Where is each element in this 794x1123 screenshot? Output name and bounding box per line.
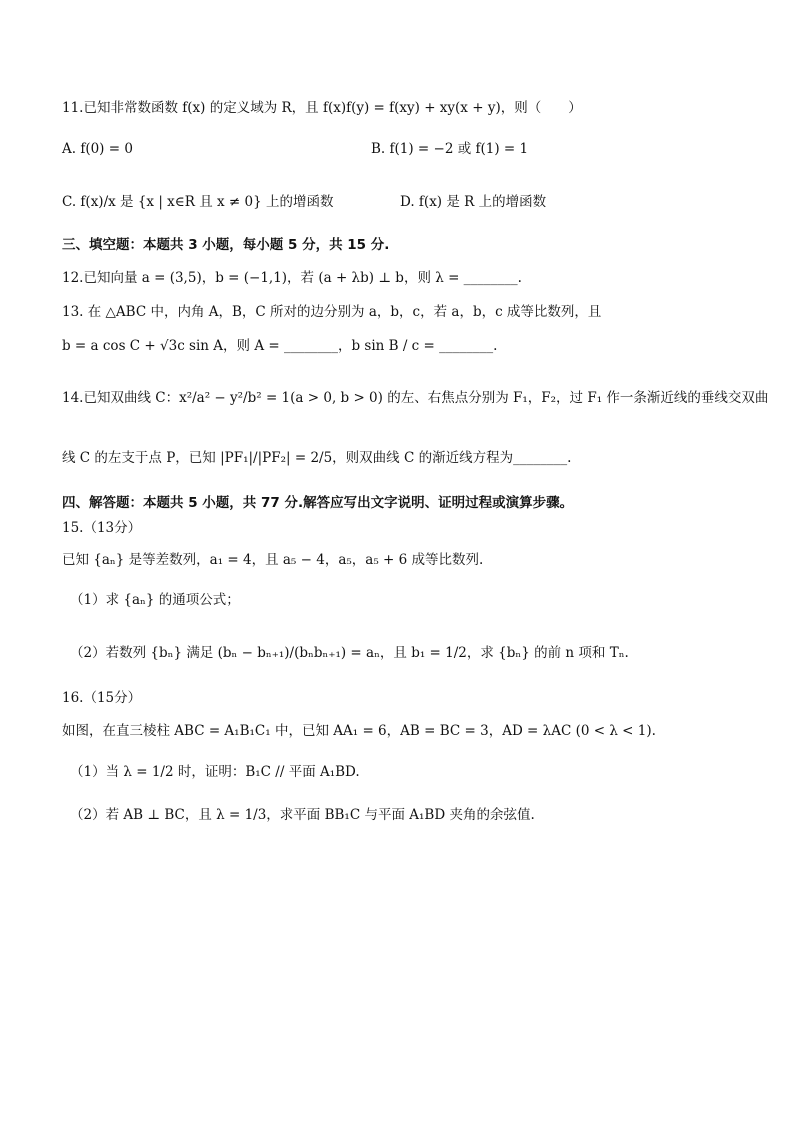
section-3-heading: 三、填空题：本题共 3 小题，每小题 5 分，共 15 分. bbox=[62, 237, 390, 253]
question-16-header: 16.（15分） bbox=[62, 690, 142, 706]
question-11-option-a: A. f(0) = 0 bbox=[62, 141, 133, 157]
question-13-line-2: b = a cos C + √3c sin A，则 A = ________，b sin B / c = ________. bbox=[62, 338, 498, 354]
question-15-header: 15.（13分） bbox=[62, 520, 142, 536]
question-11-option-c: C. f(x)/x 是 {x | x∈R 且 x ≠ 0} 上的增函数 bbox=[62, 194, 334, 210]
question-12: 12.已知向量 a = (3,5)，b = (−1,1)，若 (a + λb) ⊥ b，则 λ = ________. bbox=[62, 270, 522, 286]
question-14-line-2: 线 C 的左支于点 P，已知 |PF₁|/|PF₂| = 2/5，则双曲线 C 的渐近线方程为________. bbox=[62, 450, 572, 466]
question-15-part-1: （1）求 {aₙ} 的通项公式； bbox=[70, 592, 240, 608]
question-14-line-1: 14.已知双曲线 C：x²/a² − y²/b² = 1(a > 0, b > 0) 的左、右焦点分别为 F₁，F₂，过 F₁ 作一条渐近线的垂线交双曲 bbox=[62, 390, 769, 406]
question-15-part-2: （2）若数列 {bₙ} 满足 (bₙ − bₙ₊₁)/(bₙbₙ₊₁) = aₙ，且 b₁ = 1/2，求 {bₙ} 的前 n 项和 Tₙ. bbox=[70, 645, 629, 661]
question-16-part-1: （1）当 λ = 1/2 时，证明：B₁C // 平面 A₁BD. bbox=[70, 764, 360, 780]
question-11-option-b: B. f(1) = −2 或 f(1) = 1 bbox=[371, 141, 529, 157]
question-16-stem: 如图，在直三棱柱 ABC = A₁B₁C₁ 中，已知 AA₁ = 6，AB = BC = 3，AD = λAC (0 < λ < 1). bbox=[62, 723, 656, 739]
question-16-part-2: （2）若 AB ⊥ BC，且 λ = 1/3，求平面 BB₁C 与平面 A₁BD 夹角的余弦值. bbox=[70, 807, 535, 823]
question-11-stem: 11.已知非常数函数 f(x) 的定义域为 R，且 f(x)f(y) = f(xy) + xy(x + y)，则（ ） bbox=[62, 100, 582, 116]
question-11-option-d: D. f(x) 是 R 上的增函数 bbox=[400, 194, 547, 210]
question-15-stem: 已知 {aₙ} 是等差数列，a₁ = 4，且 a₅ − 4，a₅，a₅ + 6 成等比数列. bbox=[62, 552, 484, 568]
question-13-line-1: 13. 在 △ABC 中，内角 A，B，C 所对的边分别为 a，b，c，若 a，b，c 成等比数列，且 bbox=[62, 304, 602, 320]
section-4-heading: 四、解答题：本题共 5 小题，共 77 分.解答应写出文字说明、证明过程或演算步骤。 bbox=[62, 495, 574, 511]
